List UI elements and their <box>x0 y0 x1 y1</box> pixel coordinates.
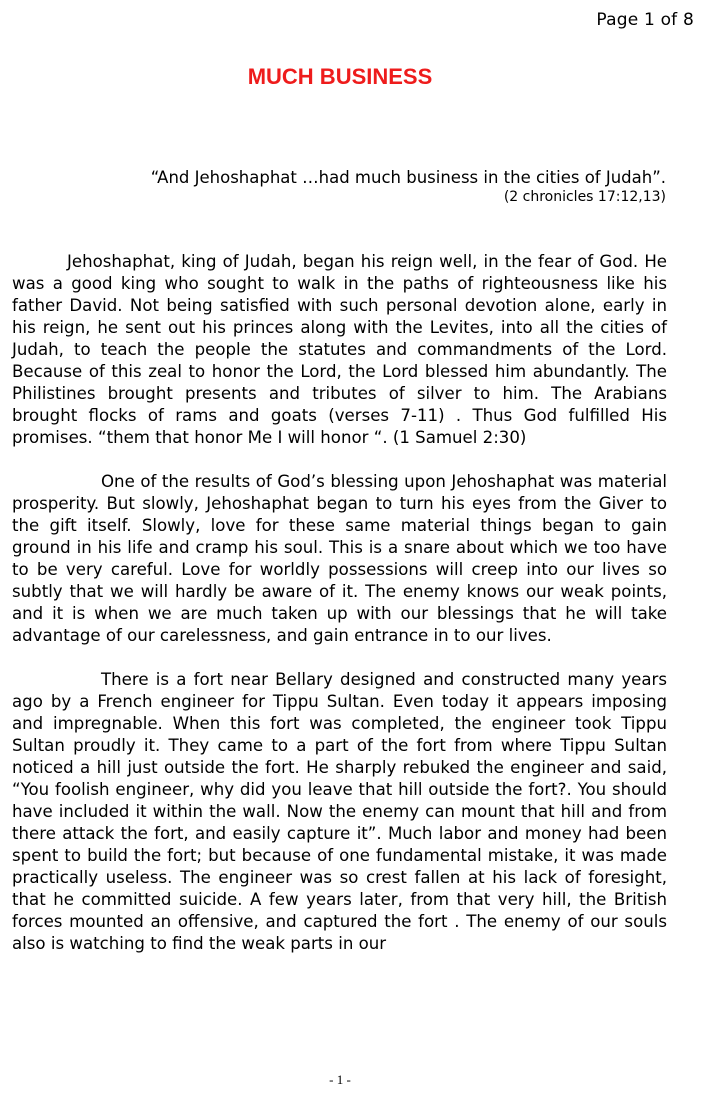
paragraph: One of the results of God’s blessing upon Jehoshaphat was material prosperity. But slowly, Jehoshaphat began to turn his eyes from the Giver to the gift itself. Slowly, love for these same material things began to gain ground in his life and cramp his soul. This is a snare about which we too have to be very careful. Love for worldly possessions will creep into our lives so subtly that we will hardly be aware of it. The enemy knows our weak points, and it is when we are much taken up with our blessings that he will take advantage of our carelessness, and gain entrance in to our lives. <box>12 472 667 645</box>
document-title: MUCH BUSINESS <box>247 64 433 89</box>
document-body <box>12 251 667 977</box>
page-footer: - 1 - <box>329 1072 351 1087</box>
paragraph: Jehoshaphat, king of Judah, began his reign well, in the fear of God. He was a good king who sought to walk in the paths of righteousness like his father David. Not being satisfied with such personal devotion alone, early in his reign, he sent out his princes along with the Levites, into all the cities of Judah, to teach the people the statutes and commandments of the Lord. Because of this zeal to honor the Lord, the Lord blessed him abundantly. The Philistines brought presents and tributes of silver to him. The Arabians brought flocks of rams and goats (verses 7-11) . Thus God fulfilled His promises. “them that honor Me I will honor “. (1 Samuel 2:30) <box>12 252 667 447</box>
epigraph-reference: (2 chronicles 17:12,13) <box>503 189 666 205</box>
page-number: Page 1 of 8 <box>596 10 694 30</box>
paragraph: There is a fort near Bellary designed and constructed many years ago by a French engineer for Tippu Sultan. Even today it appears imposing and impregnable. When this fort was completed, the engineer took Tippu Sultan proudly it. They came to a part of the fort from where Tippu Sultan noticed a hill just outside the fort. He sharply rebuked the engineer and said, “You foolish engineer, why did you leave that hill outside the fort?. You should have included it within the wall. Now the enemy can mount that hill and from there attack the fort, and easily capture it”. Much labor and money had been spent to build the fort; but because of one fundamental mistake, it was made practically useless. The engineer was so crest fallen at his lack of foresight, that he committed suicide. A few years later, from that very hill, the British forces mounted an offensive, and captured the fort . The enemy of our souls also is watching to find the weak parts in our <box>12 670 667 953</box>
epigraph-quote: “And Jehoshaphat …had much business in the cities of Judah”. <box>150 168 666 187</box>
